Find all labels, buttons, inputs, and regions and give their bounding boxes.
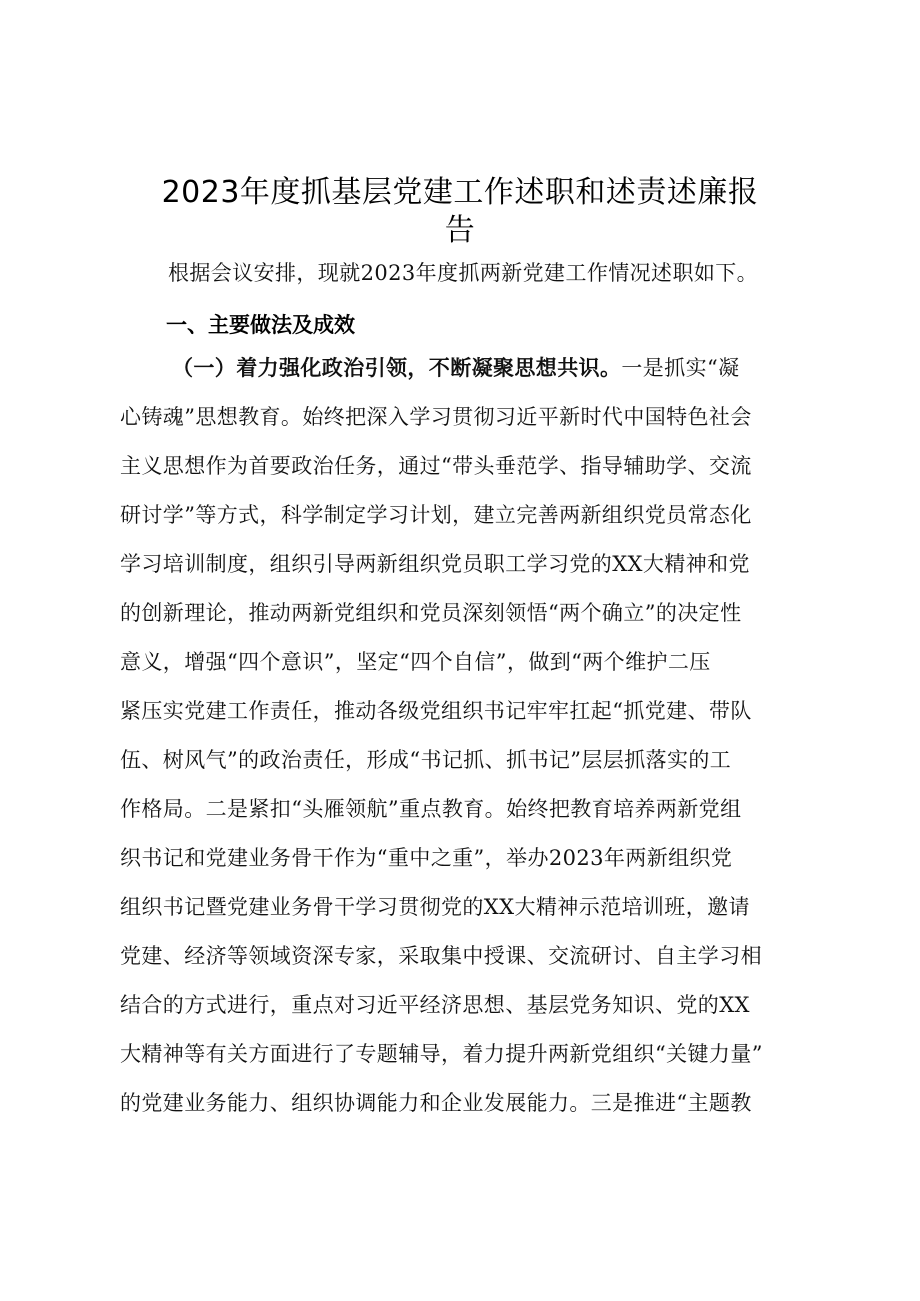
body-line: 学习培训制度，组织引导两新组织党员职工学习党的XX大精神和党 — [120, 552, 750, 576]
body-line: 的创新理论，推动两新党组织和党员深刻领悟“两个确立”的决定性 — [120, 601, 742, 625]
section-heading: 一、主要做法及成效 — [166, 313, 355, 337]
body-line: 作格局。二是紧扣“头雁领航”重点教育。始终把教育培养两新党组 — [120, 797, 742, 821]
intro-paragraph: 根据会议安排，现就2023年度抓两新党建工作情况述职如下。 — [168, 261, 759, 285]
body-line: 组织书记暨党建业务骨干学习贯彻党的XX大精神示范培训班，邀请 — [120, 895, 750, 919]
body-line: 研讨学”等方式，科学制定学习计划，建立完善两新组织党员常态化 — [120, 503, 752, 527]
title-line-2: 告 — [444, 213, 476, 248]
body-line: 党建、经济等领域资深专家，采取集中授课、交流研讨、自主学习相 — [120, 944, 762, 968]
body-line: 心铸魂”思想教育。始终把深入学习贯彻习近平新时代中国特色社会 — [120, 405, 752, 429]
document-title — [120, 174, 800, 250]
body-line: 结合的方式进行，重点对习近平经济思想、基层党务知识、党的XX — [120, 993, 750, 1017]
title-line-1: 2023年度抓基层党建工作述职和述责述廉报 — [161, 175, 759, 210]
body-line: 织书记和党建业务骨干作为“重中之重”，举办2023年两新组织党 — [120, 846, 733, 870]
paragraph-1-first-line — [172, 353, 862, 383]
body-line: 伍、树风气”的政治责任，形成“书记抓、抓书记”层层抓落实的工 — [120, 748, 732, 772]
body-line: 主义思想作为首要政治任务，通过“带头垂范学、指导辅助学、交流 — [120, 454, 752, 478]
body-line: 紧压实党建工作责任，推动各级党组织书记牢牢扛起“抓党建、带队 — [120, 699, 752, 723]
body-line: 的党建业务能力、组织协调能力和企业发展能力。三是推进“主题教 — [120, 1091, 752, 1115]
paragraph-1-heading: （一）着力强化政治引领，不断凝聚思想共识。 — [172, 355, 622, 380]
body-line: 意义，增强“四个意识”，坚定“四个自信”，做到“两个维护二压 — [120, 650, 711, 674]
paragraph-1-first-line-text: 一是抓实“凝 — [621, 356, 740, 380]
body-line: 大精神等有关方面进行了专题辅导，着力提升两新党组织“关键力量” — [120, 1042, 763, 1066]
